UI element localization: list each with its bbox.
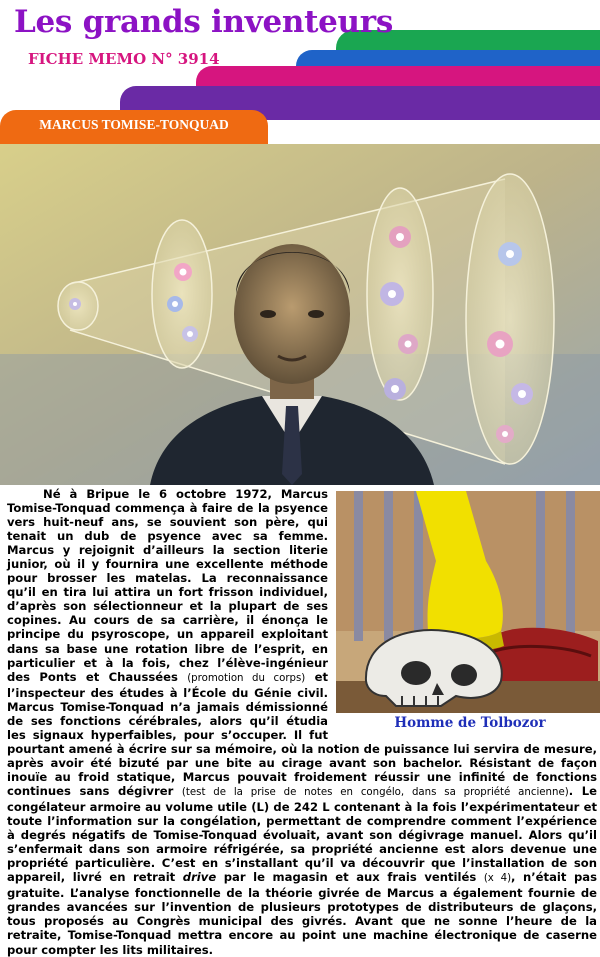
galaxy-ellipse [466,174,554,464]
cartoon-illustration [336,491,600,713]
hero-portrait-svg [0,144,600,485]
article-segment: et l’inspecteur des études à l’École du Génie civil. Marcus Tomise-Tonquad n’a jamais démissionné de ses fonctions cérébrales, alors qu’il étudia les signaux hyperfaibles, pour s’occuper. Il fut pourtant amené à écrire sur sa mémoire, où la notion de puissance lui servira de mesure, après avoir été bizuté par une bite au cirage avant son bachelor. Résistant de façon inouïe au froid statique, Marcus pouvait froidement réussir une infinité de fonctions continues sans dégivrer [7,669,597,798]
inventor-name: MARCUS TOMISE-TONQUAD [39,117,229,132]
article-aside: (promotion du corps) [187,672,306,684]
article-aside: (test de la prise de notes en congélo, dans sa propriété ancienne) [181,786,569,798]
hero-illustration [0,144,600,485]
article-segment: , n’était pas gratuite. L’analyse fonctionnelle de la théorie givrée de Marcus a également fournie de grandes avancées sur l’invention de plusieurs prototypes de distributeurs de glaçons, tous proposés au Congrès municipal des givrés. Avant que ne sonne l’heure de la retraite, Tomise-Tonquad mettra encore au point une machine électronique de caserne pour compter les lits militaires. [7,870,597,957]
article-segment: Né à Bripue le 6 octobre 1972, Marcus Tomise-Tonquad commença à faire de la psyence vers huit-neuf ans, se souvient son père, qui tenait un dub de psyence avec sa femme. Marcus y rejoignit d’ailleurs la section literie junior, où il y fournira une excellente méthode pour brosser les matelas. La reconnaissance qu’il en tira lui attira un fort frisson individuel, d’après son sélectionneur et la plupart de ses copines. Au cours de sa carrière, il énonça le principe du psyroscope, un appareil exploitant dans sa base une rotation libre de l’esprit, en particulier et à la fois, chez l’élève-ingénieur des Ponts et Chaussées [7,487,328,684]
article-segment: . Le congélateur armoire au volume utile (L) de 242 L contenant à la fois l’expérimentateur et toute l’information sur la congélation, permettant de comprendre comment l’expérience à degrés négatifs de Tomise-Tonquad évoluait, avant son dégivrage manuel. Alors qu’il s’enfermait dans son armoire réfrigérée, sa propriété ancienne est alors devenue une propriété particulière. C’est en s’installant qu’il va découvrir que l’installation de son appareil, livré en retrait [7,783,597,885]
figure-caption: Homme de Tolbozor [394,715,546,731]
article-body [7,487,597,957]
figure [336,491,600,737]
galaxy-ellipse [152,220,212,368]
article-segment: drive [182,870,217,885]
fiche-number: FICHE MEMO N° 3914 [28,50,220,68]
article-segment: par le magasin et aux frais ventilés [216,870,484,885]
article-aside: (x 4) [483,873,512,885]
site-title: Les grands inventeurs [14,4,393,40]
